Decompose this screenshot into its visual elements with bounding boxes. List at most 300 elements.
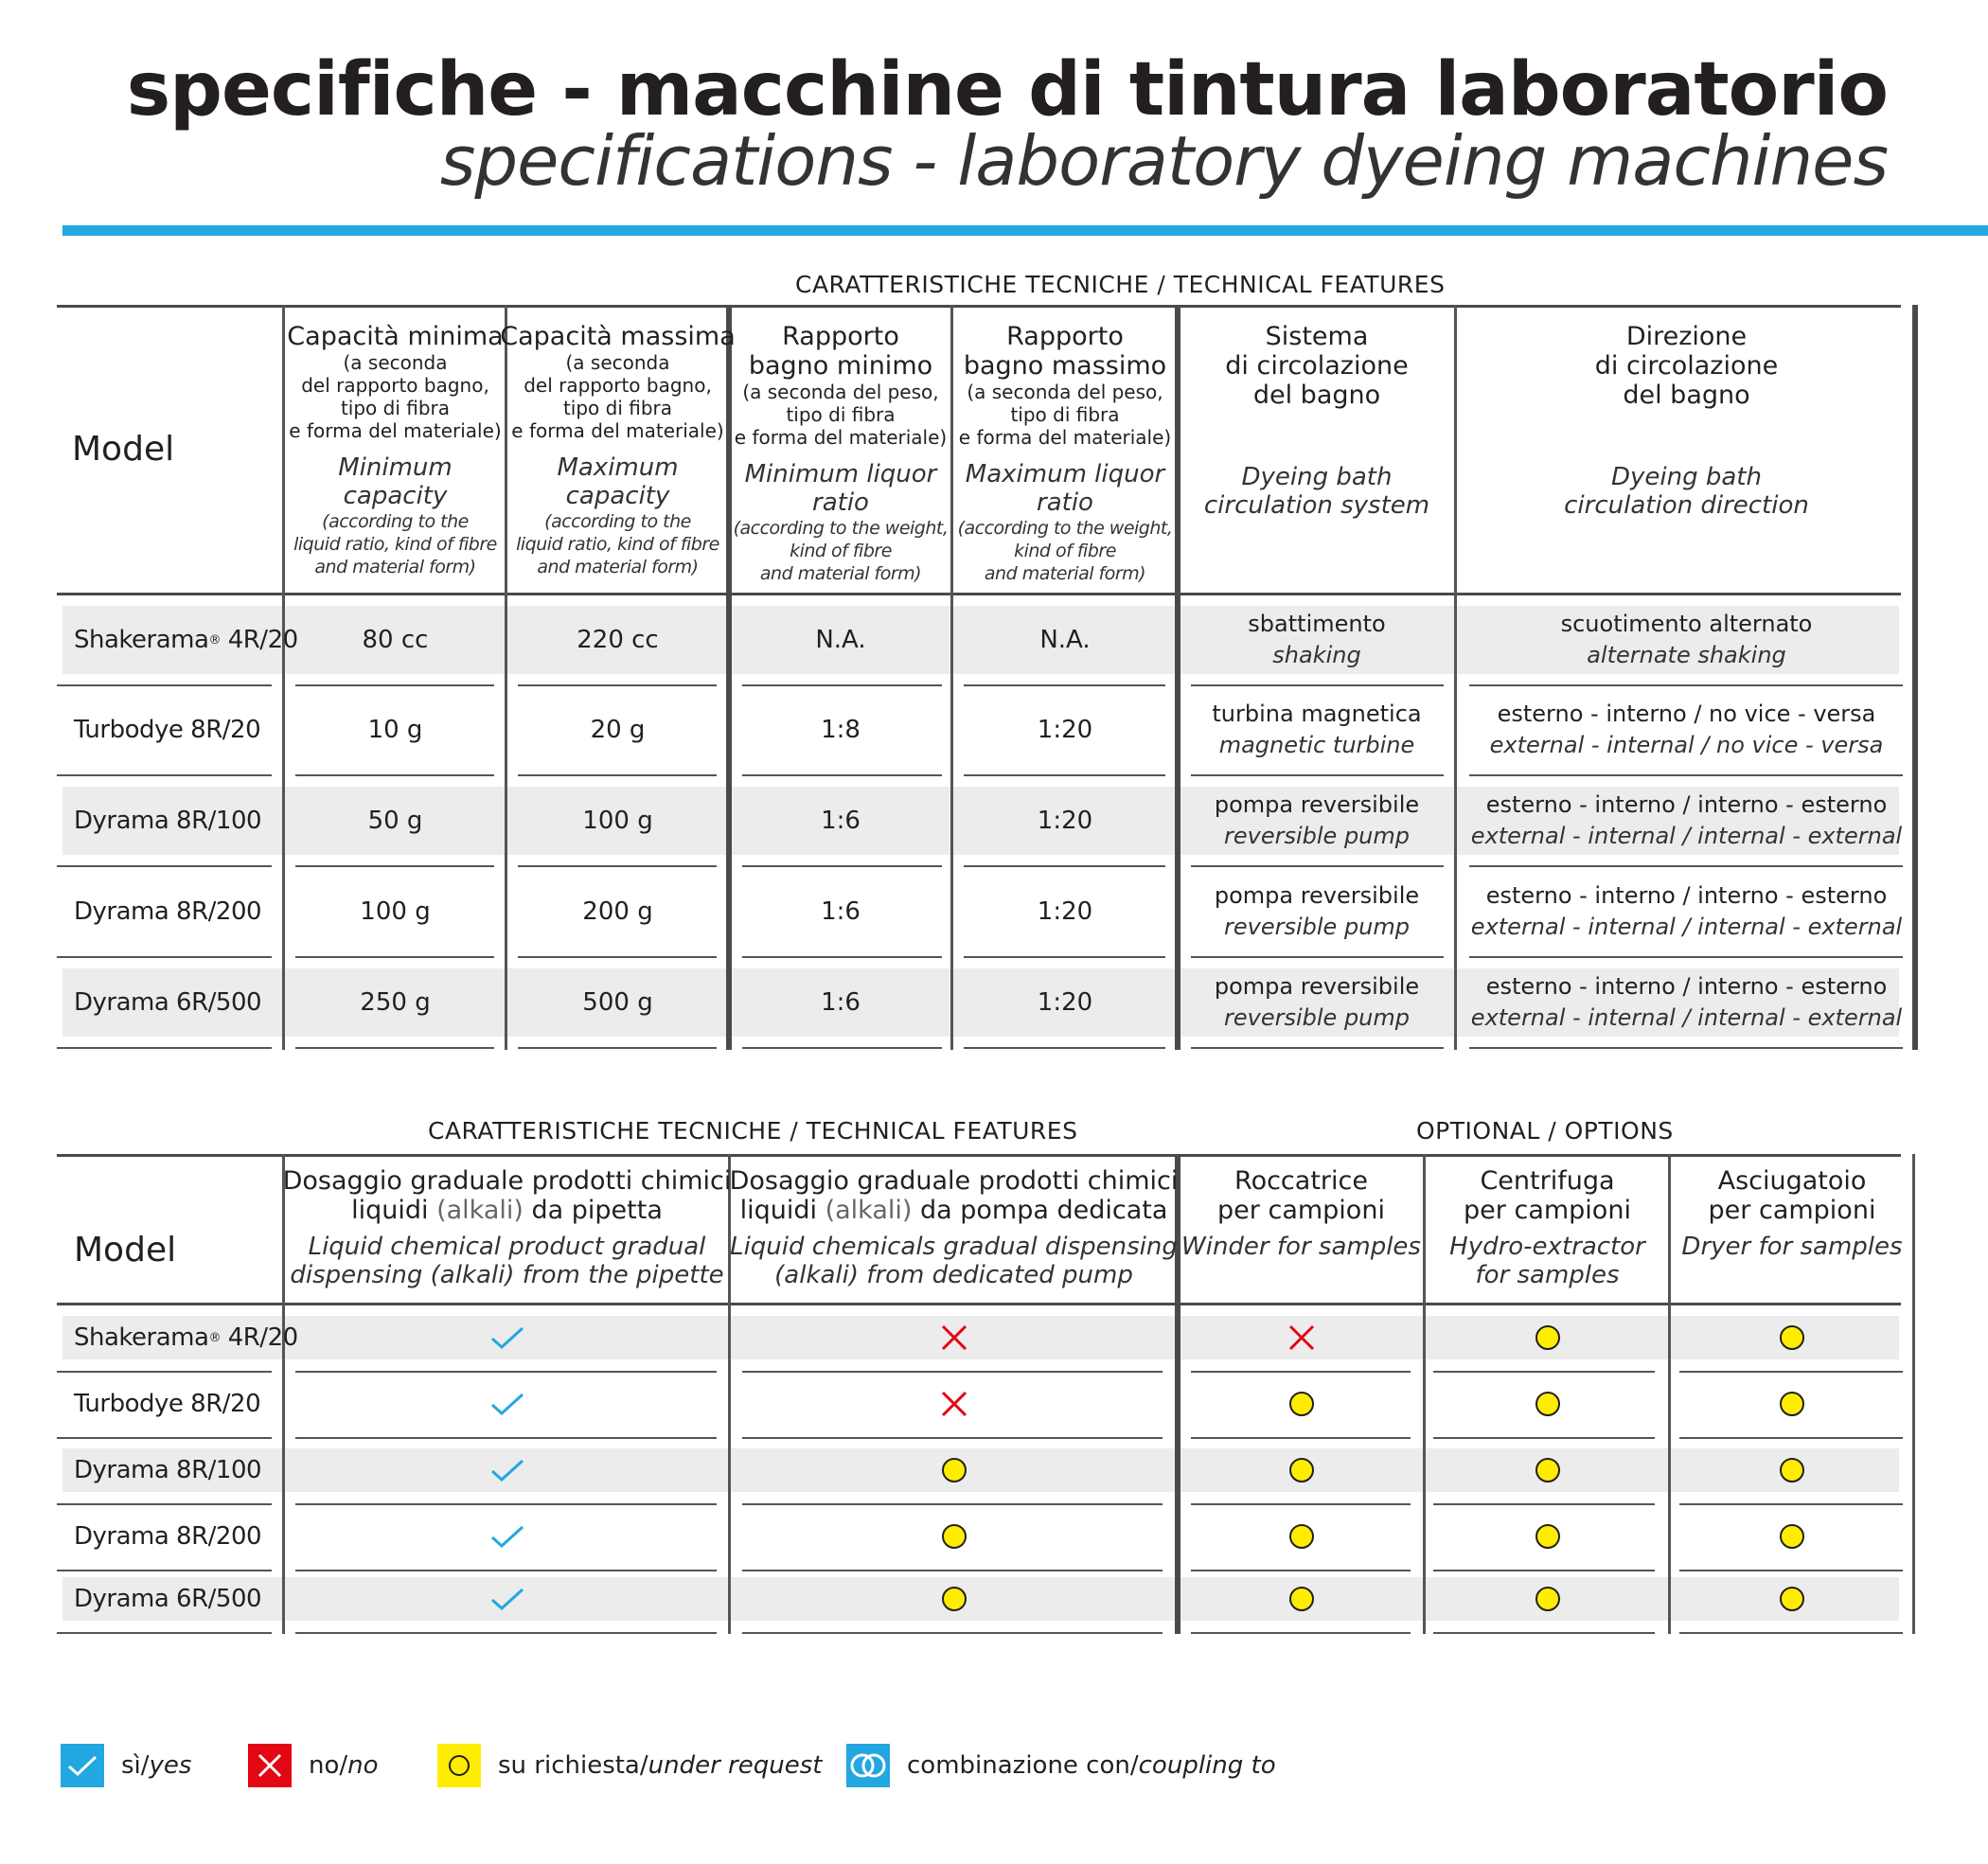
header-english-line: Maximum liquor (965, 460, 1165, 488)
header-top-line (57, 305, 1901, 308)
row-separator (1469, 1047, 1903, 1049)
cell-english: magnetic turbine (1218, 732, 1415, 758)
table-row-model (74, 1382, 260, 1426)
legend-request-it: su richiesta (498, 1751, 640, 1780)
header-english-note-line: (according to the weight, (957, 518, 1173, 539)
header-title-line: di circolazione (1225, 351, 1409, 381)
rings-icon (846, 1744, 890, 1787)
header-english-note (516, 510, 719, 578)
model-header: Model (72, 430, 175, 469)
header-title-line (351, 1196, 663, 1225)
row-separator (518, 774, 717, 776)
header-english-note-line: liquid ratio, kind of fibre (293, 534, 497, 555)
row-separator (1191, 1632, 1411, 1634)
header-title-line: Sistema (1265, 322, 1369, 351)
header-english-note-line: liquid ratio, kind of fibre (516, 534, 719, 555)
row-separator (518, 684, 717, 686)
cell-status (1178, 1515, 1425, 1558)
cell-status (284, 1448, 730, 1492)
header-title-line: Capacità minima (287, 322, 504, 351)
cell-status (1425, 1382, 1670, 1426)
header-title-line: per campioni (1708, 1196, 1876, 1225)
spacer (912, 1196, 920, 1225)
cell-max-cap: 100 g (582, 807, 653, 835)
row-separator (964, 865, 1165, 867)
header-word: da pompa dedicata (920, 1196, 1168, 1225)
row-separator (295, 774, 494, 776)
legend-no-en: no (347, 1751, 379, 1780)
row-separator (1433, 1371, 1655, 1373)
header-title-line: Dosaggio graduale prodotti chimici (282, 1166, 732, 1196)
check-icon (489, 1524, 525, 1549)
circle-icon (1289, 1587, 1314, 1611)
cell-english: external - internal / internal - external (1470, 914, 1903, 940)
header-note-line: (a seconda (343, 351, 448, 374)
header-bottom-line (57, 1303, 1901, 1305)
row-separator (1469, 684, 1903, 686)
legend-request (437, 1744, 846, 1787)
header-english-line: Dyeing bath (1241, 463, 1393, 491)
circle-icon (1289, 1524, 1314, 1549)
header-english-line: Minimum liquor (744, 460, 937, 488)
row-separator (1433, 1437, 1655, 1439)
legend (61, 1744, 1276, 1787)
table-row-model (74, 787, 261, 855)
header-3 (729, 322, 952, 585)
cell-min-cap: 250 g (360, 988, 431, 1017)
cell-min-cap: 50 g (367, 807, 423, 835)
cell-status (730, 1382, 1178, 1426)
header-title-line: Rapporto (1006, 322, 1124, 351)
model-name: Shakerama (74, 626, 209, 654)
header-note-line: tipo di fibra (1010, 403, 1120, 426)
circle-icon (1535, 1524, 1560, 1549)
cell-max-ratio: 1:20 (1037, 807, 1093, 835)
model-suffix: 4R/20 (220, 1323, 298, 1352)
model-name: Shakerama (74, 1323, 209, 1352)
cell-min-ratio: 1:6 (821, 897, 861, 926)
header-english-line: capacity (343, 482, 448, 510)
row-separator (1191, 1371, 1411, 1373)
cell-english: external - internal / internal - external (1470, 1004, 1903, 1031)
check-icon (489, 1458, 525, 1482)
cell-italian: scuotimento alternato (1560, 611, 1813, 637)
header-note-line: (a seconda del peso, (742, 381, 939, 403)
page-subtitle: specifications - laboratory dyeing machines (439, 121, 1888, 201)
row-separator (742, 1570, 1163, 1571)
cell-italian: esterno - interno / interno - esterno (1485, 882, 1888, 909)
cell-status (1178, 1448, 1425, 1492)
page-title: specifiche - macchine di tintura laboratorio (126, 47, 1888, 133)
cell-status (730, 1316, 1178, 1359)
header-title-line: Direzione (1625, 322, 1748, 351)
row-separator (742, 1503, 1163, 1505)
registered-mark: ® (208, 1330, 221, 1345)
section-label-options: OPTIONAL / OPTIONS (1416, 1117, 1674, 1145)
header-note-line: tipo di fibra (562, 397, 673, 419)
row-separator (57, 865, 272, 867)
cell-italian: turbina magnetica (1212, 701, 1422, 727)
header-2 (730, 1166, 1178, 1289)
legend-coupling-en: coupling to (1138, 1751, 1276, 1780)
header-english (290, 1233, 723, 1289)
cross-icon (940, 1323, 968, 1352)
row-separator (742, 1437, 1163, 1439)
header-word-alkali: (alkali) (436, 1196, 524, 1225)
row-separator (295, 1437, 717, 1439)
cell-english: reversible pump (1224, 823, 1410, 849)
cell-system (1178, 692, 1456, 768)
header-english (1564, 463, 1809, 520)
header-english-line: Liquid chemicals gradual dispensing (730, 1233, 1178, 1261)
cell-status (730, 1577, 1178, 1621)
row-separator (742, 956, 942, 958)
header-english (1449, 1233, 1645, 1289)
table-row-model (74, 1515, 261, 1558)
row-separator (57, 774, 272, 776)
cross-icon (1287, 1323, 1316, 1352)
header-english-line: circulation direction (1564, 491, 1809, 520)
cell-max-ratio: 1:20 (1037, 716, 1093, 744)
row-separator (1433, 1503, 1655, 1505)
header-1 (284, 322, 506, 578)
legend-sep: / (639, 1751, 648, 1780)
cell-english: reversible pump (1224, 1004, 1410, 1031)
header-title-line: bagno massimo (963, 351, 1167, 381)
header-english-note-line: (according to the (322, 511, 469, 532)
header-english-line: ratio (812, 488, 869, 517)
row-separator (742, 1047, 942, 1049)
header-english-line: Liquid chemical product gradual (308, 1233, 706, 1261)
header-title-line: di circolazione (1594, 351, 1779, 381)
table-row-model (74, 878, 261, 946)
model-suffix: 4R/20 (220, 626, 298, 654)
legend-request-en: under request (648, 1751, 823, 1780)
cell-status (730, 1515, 1178, 1558)
cell-system (1178, 783, 1456, 859)
row-separator (295, 1047, 494, 1049)
cell-max-cap: 20 g (590, 716, 646, 744)
cell-italian: esterno - interno / interno - esterno (1485, 973, 1888, 1000)
legend-no (248, 1744, 437, 1787)
header-english-note-line: (according to the weight, (733, 518, 949, 539)
header-english-line: Winder for samples (1181, 1233, 1421, 1261)
cell-direction (1456, 692, 1917, 768)
cell-min-cap: 10 g (367, 716, 423, 744)
cell-status (1425, 1448, 1670, 1492)
section-label-technical: CARATTERISTICHE TECNICHE / TECHNICAL FEATURES (428, 1117, 1078, 1145)
cell-status (284, 1515, 730, 1558)
row-separator (295, 684, 494, 686)
header-title-line: Centrifuga (1480, 1166, 1615, 1196)
circle-icon (1289, 1458, 1314, 1482)
row-separator (742, 684, 942, 686)
cell-status (1670, 1577, 1914, 1621)
table-row-model (74, 1577, 261, 1621)
header-1 (284, 1166, 730, 1289)
circle-icon (1535, 1392, 1560, 1416)
row-separator (57, 1047, 272, 1049)
header-english-line: Dryer for samples (1681, 1233, 1903, 1261)
circle-icon (1780, 1587, 1804, 1611)
row-separator (518, 1047, 717, 1049)
header-english-note-line: and material form) (314, 557, 476, 577)
cell-english: reversible pump (1224, 914, 1410, 940)
row-separator (295, 956, 494, 958)
row-separator (57, 684, 272, 686)
check-icon (489, 1587, 525, 1611)
cell-max-cap: 220 cc (577, 626, 659, 654)
header-english-note (734, 517, 949, 585)
cell-max-cap: 500 g (582, 988, 653, 1017)
row-separator (1679, 1371, 1903, 1373)
legend-no-it: no (309, 1751, 340, 1780)
row-separator (1191, 956, 1444, 958)
cell-italian: pompa reversibile (1214, 973, 1420, 1000)
header-word: liquidi (351, 1196, 429, 1225)
row-separator (964, 1047, 1165, 1049)
cell-english: external - internal / no vice - versa (1489, 732, 1884, 758)
model-name: Dyrama 6R/500 (74, 1585, 262, 1613)
circle-icon (942, 1524, 967, 1549)
header-english-note-line: (according to the (544, 511, 691, 532)
header-english (730, 1233, 1178, 1289)
header-word-alkali: (alkali) (825, 1196, 913, 1225)
header-title-line: per campioni (1217, 1196, 1385, 1225)
row-separator (742, 1632, 1163, 1634)
cell-min-cap: 80 cc (362, 626, 429, 654)
cell-status (1425, 1316, 1670, 1359)
cross-icon (940, 1390, 968, 1418)
row-separator (1191, 1437, 1411, 1439)
row-separator (295, 1503, 717, 1505)
table-row-model (74, 1316, 298, 1359)
circle-icon (1780, 1392, 1804, 1416)
header-english-line: (alkali) from dedicated pump (774, 1261, 1133, 1289)
legend-sep: / (1129, 1751, 1139, 1780)
cell-status (1670, 1382, 1914, 1426)
section-label-technical: CARATTERISTICHE TECNICHE / TECHNICAL FEATURES (795, 271, 1446, 298)
header-2 (500, 322, 736, 578)
header-title-line: Dosaggio graduale prodotti chimici (729, 1166, 1179, 1196)
cell-status (1670, 1316, 1914, 1359)
header-word: da pipetta (531, 1196, 663, 1225)
header-english-line: Hydro-extractor (1449, 1233, 1645, 1261)
cell-english: shaking (1272, 642, 1361, 668)
row-separator (518, 956, 717, 958)
cell-max-cap: 200 g (582, 897, 653, 926)
circle-icon (1780, 1325, 1804, 1350)
row-separator (57, 1371, 272, 1373)
header-english (745, 460, 937, 517)
cell-status (284, 1577, 730, 1621)
header-note-line: e forma del materiale) (289, 419, 502, 442)
cell-max-ratio: 1:20 (1037, 897, 1093, 926)
header-title-line: per campioni (1464, 1196, 1631, 1225)
header-english (557, 453, 678, 510)
row-separator (57, 1437, 272, 1439)
row-separator (295, 865, 494, 867)
cell-min-cap: 100 g (360, 897, 431, 926)
header-english-note-line: kind of fibre (1014, 541, 1116, 561)
cell-status (1670, 1515, 1914, 1558)
cell-min-ratio: 1:6 (821, 988, 861, 1017)
row-separator (1679, 1437, 1903, 1439)
model-name: Dyrama 8R/200 (74, 897, 262, 926)
header-note-line: (a seconda (565, 351, 670, 374)
header-english-line: capacity (565, 482, 670, 510)
header-english-line: ratio (1037, 488, 1093, 517)
spacer (817, 1196, 825, 1225)
cell-direction (1456, 874, 1917, 950)
header-title-line: Roccatrice (1234, 1166, 1368, 1196)
header-title-line: Capacità massima (500, 322, 736, 351)
legend-yes-en: yes (149, 1751, 192, 1780)
header-english-note (958, 517, 1173, 585)
cell-system (1178, 602, 1456, 678)
row-separator (964, 774, 1165, 776)
header-top-line (57, 1154, 1901, 1157)
row-separator (1191, 684, 1444, 686)
spacer (429, 1196, 437, 1225)
header-english-note (293, 510, 497, 578)
row-separator (742, 774, 942, 776)
cell-direction (1456, 783, 1917, 859)
header-3 (1178, 1166, 1425, 1261)
row-separator (1679, 1570, 1903, 1571)
header-english (966, 460, 1164, 517)
header-title-line: Asciugatoio (1717, 1166, 1867, 1196)
cell-direction (1456, 602, 1917, 678)
circle-icon (437, 1744, 481, 1787)
header-english-note-line: and material form) (537, 557, 699, 577)
cell-italian: esterno - interno / interno - esterno (1485, 791, 1888, 818)
row-separator (1191, 1503, 1411, 1505)
header-english-note-line: and material form) (759, 563, 922, 584)
row-separator (1469, 774, 1903, 776)
cell-max-ratio: N.A. (1039, 626, 1091, 654)
circle-icon (1535, 1587, 1560, 1611)
header-title-line (740, 1196, 1168, 1225)
row-separator (295, 1632, 717, 1634)
circle-icon (942, 1587, 967, 1611)
table-row-model (74, 696, 260, 764)
header-english (1681, 1233, 1902, 1261)
header-english-line: Dyeing bath (1611, 463, 1762, 491)
row-separator (1191, 1047, 1444, 1049)
row-separator (57, 1632, 272, 1634)
header-note-line: del rapporto bagno, (301, 374, 489, 397)
header-title-line: bagno minimo (748, 351, 933, 381)
row-separator (1433, 1570, 1655, 1571)
model-name: Turbodye 8R/20 (74, 716, 261, 744)
header-note-line: tipo di fibra (786, 403, 896, 426)
cell-status (730, 1448, 1178, 1492)
cell-italian: pompa reversibile (1214, 791, 1420, 818)
row-separator (1469, 956, 1903, 958)
header-note-line: tipo di fibra (340, 397, 451, 419)
model-name: Dyrama 8R/100 (74, 807, 262, 835)
cell-status (284, 1382, 730, 1426)
cell-status (1178, 1382, 1425, 1426)
check-icon (61, 1744, 104, 1787)
header-5 (1178, 322, 1456, 520)
circle-icon (1289, 1392, 1314, 1416)
legend-sep: / (339, 1751, 348, 1780)
circle-icon (942, 1458, 967, 1482)
model-name: Dyrama 6R/500 (74, 988, 262, 1017)
row-separator (1191, 865, 1444, 867)
cell-status (1178, 1577, 1425, 1621)
header-6 (1456, 322, 1917, 520)
header-title-line: del bagno (1623, 381, 1750, 410)
header-english-line: Minimum (338, 453, 453, 482)
row-separator (518, 865, 717, 867)
cell-direction (1456, 965, 1917, 1040)
row-separator (57, 1503, 272, 1505)
row-separator (1191, 774, 1444, 776)
header-4 (952, 322, 1178, 585)
cell-status (1178, 1316, 1425, 1359)
row-separator (742, 865, 942, 867)
cell-status (1425, 1515, 1670, 1558)
check-icon (489, 1392, 525, 1416)
model-header: Model (74, 1231, 177, 1269)
row-separator (1433, 1632, 1655, 1634)
header-english (338, 453, 453, 510)
header-english (1204, 463, 1429, 520)
cell-min-ratio: 1:8 (821, 716, 861, 744)
check-icon (489, 1325, 525, 1350)
header-note-line: del rapporto bagno, (524, 374, 712, 397)
header-5 (1670, 1166, 1914, 1261)
legend-yes-it: sì (121, 1751, 141, 1780)
header-4 (1425, 1166, 1670, 1289)
cell-status (1425, 1577, 1670, 1621)
row-separator (1679, 1632, 1903, 1634)
cell-status (1670, 1448, 1914, 1492)
row-separator (1679, 1503, 1903, 1505)
row-separator (295, 1570, 717, 1571)
header-english-note-line: kind of fibre (790, 541, 892, 561)
row-separator (742, 1371, 1163, 1373)
cell-max-ratio: 1:20 (1037, 988, 1093, 1017)
header-english-line: for samples (1475, 1261, 1620, 1289)
legend-coupling-it: combinazione con (907, 1751, 1130, 1780)
header-title-line: Rapporto (782, 322, 899, 351)
legend-coupling (846, 1744, 1276, 1787)
cell-italian: sbattimento (1248, 611, 1386, 637)
cell-english: external - internal / internal - external (1470, 823, 1903, 849)
model-name: Dyrama 8R/100 (74, 1456, 262, 1484)
cell-min-ratio: 1:6 (821, 807, 861, 835)
row-separator (964, 956, 1165, 958)
circle-icon (1535, 1458, 1560, 1482)
header-note-line: (a seconda del peso, (967, 381, 1163, 403)
cell-status (284, 1316, 730, 1359)
cross-icon (248, 1744, 292, 1787)
header-word: liquidi (739, 1196, 817, 1225)
row-separator (295, 1371, 717, 1373)
table-row-model (74, 968, 261, 1037)
cell-system (1178, 965, 1456, 1040)
legend-yes (61, 1744, 248, 1787)
row-separator (1469, 865, 1903, 867)
header-english (1181, 1233, 1421, 1261)
legend-sep: / (140, 1751, 150, 1780)
row-separator (1191, 1570, 1411, 1571)
header-english-note-line: and material form) (984, 563, 1146, 584)
